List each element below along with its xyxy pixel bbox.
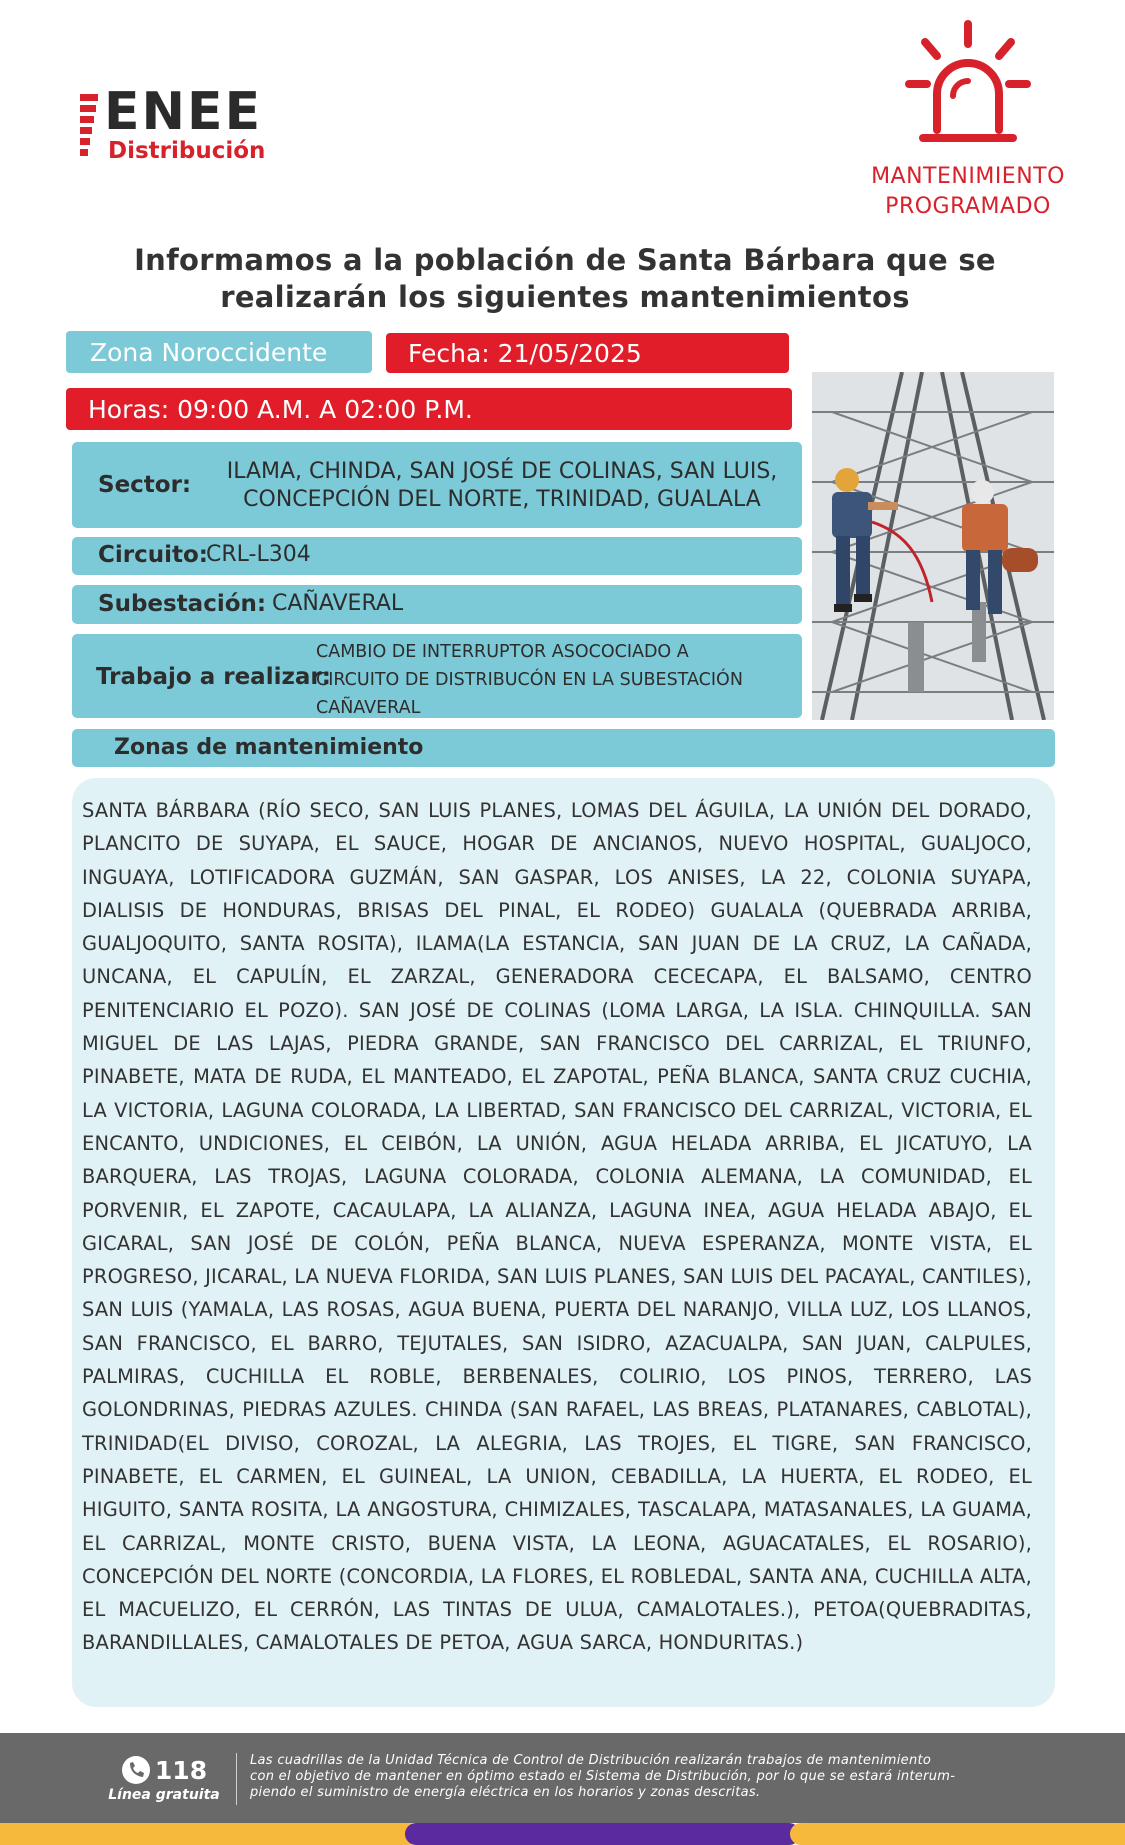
work-value [316,638,743,722]
work-label: Trabajo a realizar: [96,664,331,690]
headline-line-2: realizarán los siguientes mantenimientos [220,280,910,314]
logo-wordmark: ENEE [104,82,263,142]
zone-pill: Zona Noroccidente [66,331,372,373]
alarm-siren-icon [903,18,1033,153]
logo-subtitle: Distribución [108,138,266,164]
badge-label [858,162,1078,222]
stripe-center [405,1823,800,1845]
circuit-label: Circuito: [98,542,208,568]
zones-title: Zonas de mantenimiento [114,735,424,760]
zones-text: SANTA BÁRBARA (RÍO SECO, SAN LUIS PLANES, LOMAS DEL ÁGUILA, LA UNIÓN DEL DORADO, PLANCITO DE SUYAPA, EL SAUCE, HOGAR DE ANCIANOS, NUEVO HOSPITAL, GUALJOCO, INGUAYA, LOTIFICADORA GUZMÁN, SAN GASPAR, LOS ANISES, LA 22, COLONIA SUYAPA, DIALISIS DE HONDURAS, BRISAS DEL PINAL, EL RODEO) GUALALA (QUEBRADA ARRIBA, GUALJOQUITO, SANTA ROSITA), ILAMA(LA ESTANCIA, SAN JUAN DE LA CRUZ, LA CAÑADA, UNCANA, EL CAPULÍN, EL ZARZAL, GENERADORA CECECAPA, EL BALSAMO, CENTRO PENITENCIARIO EL POZO). SAN JOSÉ DE COLINAS (LOMA LARGA, LA ISLA. CHINQUILLA. SAN MIGUEL DE LAS LAJAS, PIEDRA GRANDE, SAN FRANCISCO DEL CARRIZAL, EL TRIUNFO, PINABETE, MATA DE RUDA, EL MANTEADO, EL ZAPOTAL, PEÑA BLANCA, SANTA CRUZ CUCHIA, LA VICTORIA, LAGUNA COLORADA, LA LIBERTAD, SAN FRANCISCO DEL CARRIZAL, VICTORIA, EL ENCANTO, UNDICIONES, EL CEIBÓN, LA UNIÓN, AGUA HELADA ARRIBA, EL JICATUYO, LA BARQUERA, LAS TROJAS, LAGUNA COLORADA, COLONIA ALEMANA, LA COMUNIDAD, EL PORVENIR, EL ZAPOTE, CACAULAPA, LA ALIANZA, LAGUNA INEA, AGUA HELADA ABAJO, EL GICARAL, SAN JOSÉ DE COLÓN, PEÑA BLANCA, NUEVA ESPERANZA, MONTE VISTA, EL PROGRESO, JICARAL, LA NUEVA FLORIDA, SAN LUIS PLANES, SAN LUIS DEL PACAYAL, CANTILES), SAN LUIS (YAMALA, LAS ROSAS, AGUA BUENA, PUERTA DEL NARANJO, VILLA LUZ, LOS LLANOS, SAN FRANCISCO, EL BARRO, TEJUTALES, SAN ISIDRO, AZACUALPA, SAN JUAN, CALPULES, PALMIRAS, CUCHILLA EL ROBLE, BERBENALES, COLIRIO, LOS PINOS, TERRERO, LAS GOLONDRINAS, PIEDRAS AZULES. CHINDA (SAN RAFAEL, LAS BREAS, PLATANARES, CABLOTAL), TRINIDAD(EL DIVISO, COROZAL, LA ALEGRIA, LAS TROJES, EL TIGRE, SAN FRANCISCO, PINABETE, EL CARMEN, EL GUINEAL, LA UNION, CEBADILLA, LA HUERTA, EL RODEO, EL HIGUITO, SANTA ROSITA, LA ANGOSTURA, CHIMIZALES, TASCALAPA, MATASANALES, LA GUAMA, EL CARRIZAL, MONTE CRISTO, BUENA VISTA, LA LEONA, AGUACATALES, EL ROSARIO), CONCEPCIÓN DEL NORTE (CONCORDIA, LA FLORES, EL ROBLEDAL, SANTA ANA, CUCHILLA ALTA, EL MACUELIZO, EL CERRÓN, LAS TINTAS DE ULUA, CAMALOTALES.), PETOA(QUEBRADITAS, BARANDILLALES, CAMALOTALES DE PETOA, AGUA SARCA, HONDURITAS.) [82,799,1032,1655]
toll-free-line[interactable] [104,1755,224,1803]
circuit-box [72,537,802,575]
bottom-stripe [0,1823,1125,1845]
hours-pill: Horas: 09:00 A.M. A 02:00 P.M. [66,388,792,430]
enee-logo [80,82,310,168]
badge-line-1: MANTENIMIENTO [871,164,1065,189]
headline-line-1: Informamos a la población de Santa Bárbara que se [134,243,996,277]
work-line-3: CAÑAVERAL [316,698,421,718]
stripe-left [0,1823,420,1845]
phone-label: Línea gratuita [108,1787,220,1803]
substation-label: Subestación: [98,591,267,617]
headline [80,242,1050,316]
notice-line-1: Las cuadrillas de la Unidad Técnica de Control de Distribución realizarán trabajos de mantenimiento [250,1753,932,1768]
circuit-value: CRL-L304 [206,542,311,567]
scheduled-maintenance-badge [858,18,1078,218]
footer-notice [250,1753,1050,1801]
stripe-right [790,1823,1125,1845]
sector-label: Sector: [98,472,192,498]
badge-line-2: PROGRAMADO [885,194,1051,219]
sector-line-1: ILAMA, CHINDA, SAN JOSÉ DE COLINAS, SAN LUIS, [226,459,778,484]
notice-line-2: con el objetivo de mantener en óptimo estado el Sistema de Distribución, por lo que se estará interum- [250,1769,956,1784]
work-line-1: CAMBIO DE INTERRUPTOR ASOCOCIADO A [316,642,689,662]
sector-box [72,442,802,528]
work-line-2: CIRCUITO DE DISTRIBUCÓN EN LA SUBESTACIÓN [316,670,743,690]
notice-line-3: piendo el suministro de energía eléctrica en los horarios y zonas descritas. [250,1785,761,1800]
substation-value: CAÑAVERAL [272,591,404,616]
footer [0,1733,1125,1823]
lineworkers-photo [812,372,1054,720]
phone-icon [121,1755,151,1785]
sector-line-2: CONCEPCIÓN DEL NORTE, TRINIDAD, GUALALA [243,487,761,512]
zones-header [72,729,1055,767]
date-pill: Fecha: 21/05/2025 [386,333,789,373]
logo-mark [80,94,102,156]
zones-list [72,778,1055,1707]
work-box [72,634,802,718]
footer-divider [236,1753,237,1805]
substation-box [72,585,802,624]
phone-number: 118 [154,1755,208,1785]
sector-value [212,458,792,514]
